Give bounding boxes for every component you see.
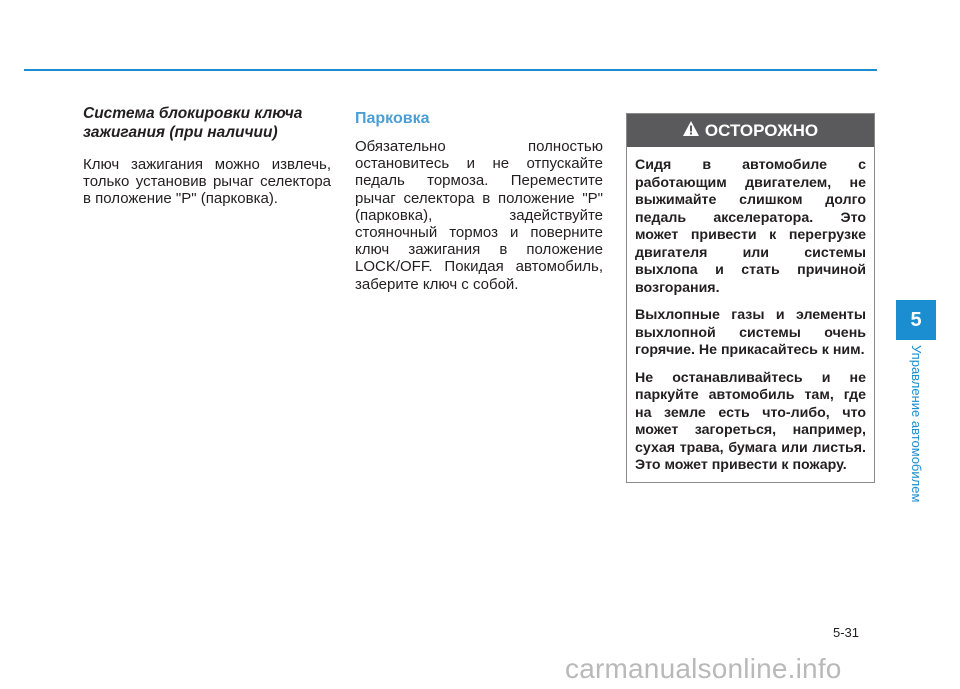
warning-paragraph: Сидя в автомобиле с работающим двигателем, не выжимайте слишком долго педаль акселератора. Это может привести к перегрузке двигателя или системы выхлопа и стать причиной возгорания. xyxy=(635,157,866,296)
warning-title: ОСТОРОЖНО xyxy=(704,120,819,140)
ignition-lock-section xyxy=(83,104,331,208)
section-text: Ключ зажигания можно извлечь, только установив рычаг селектора в положение "P" (парковка). xyxy=(83,156,331,208)
chapter-title: Управление автомобилем xyxy=(909,345,924,503)
chapter-number-tab: 5 xyxy=(896,300,936,340)
warning-body xyxy=(627,147,874,475)
top-divider xyxy=(24,69,877,71)
watermark: carmanualsonline.info xyxy=(565,653,842,684)
warning-paragraph: Выхлопные газы и элементы выхлопной системы очень горячие. Не прикасайтесь к ним. xyxy=(635,307,866,358)
warning-triangle-icon xyxy=(683,121,699,141)
section-heading: Парковка xyxy=(355,110,430,127)
parking-section xyxy=(355,110,603,293)
warning-box xyxy=(626,113,875,483)
section-heading: Система блокировки ключа зажигания (при наличии) xyxy=(83,105,303,141)
warning-header xyxy=(627,114,874,147)
section-text: Обязательно полностью остановитесь и не отпускайте педаль тормоза. Переместите рычаг селектора в положение "P" (парковка), задействуйте стояночный тормоз и поверните ключ зажигания в положение LOCK/OFF. Покидая автомобиль, заберите ключ с собой. xyxy=(355,138,603,293)
page-number: 5-31 xyxy=(833,625,860,640)
warning-paragraph: Не останавливайтесь и не паркуйте автомобиль там, где на земле есть что-либо, что может загореться, например, сухая трава, бумага или листья. Это может привести к пожару. xyxy=(635,369,866,473)
